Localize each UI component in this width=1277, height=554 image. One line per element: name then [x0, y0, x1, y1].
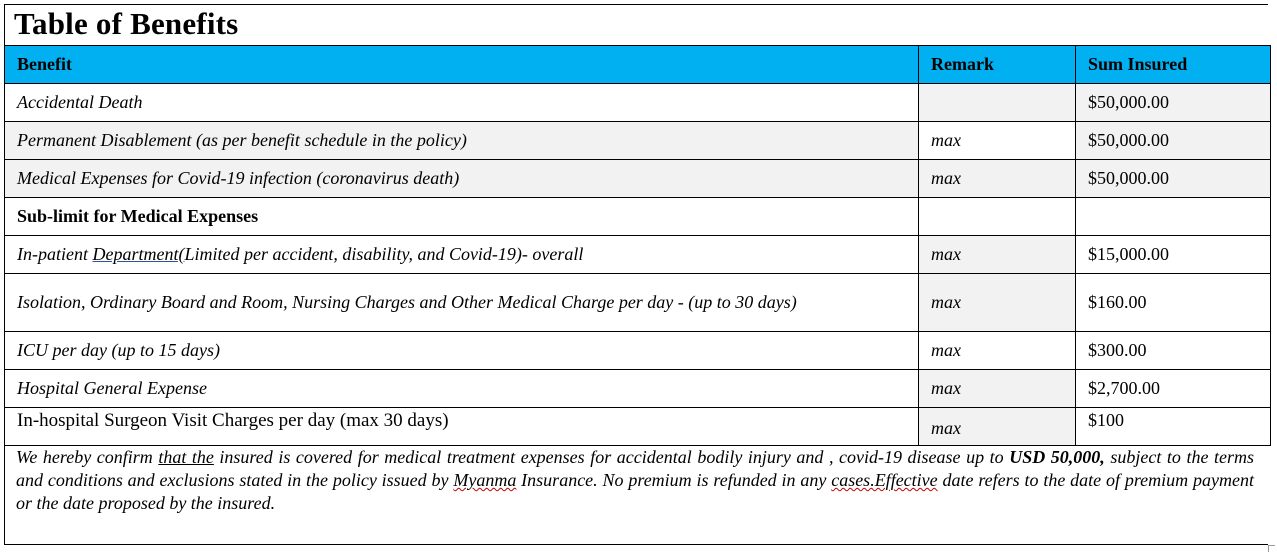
sum-cell: $50,000.00 — [1076, 160, 1271, 198]
note-text: We hereby confirm — [16, 447, 159, 467]
note-amount: USD 50,000, — [1009, 447, 1105, 467]
sum-cell: $50,000.00 — [1076, 122, 1271, 160]
sum-cell: $100 — [1076, 408, 1271, 446]
table-row — [5, 370, 1271, 408]
table-row — [5, 236, 1271, 274]
table-row — [5, 408, 1271, 446]
remark-cell — [919, 84, 1076, 122]
remark-cell: max — [919, 408, 1076, 446]
remark-cell: max — [919, 370, 1076, 408]
remark-cell: max — [919, 236, 1076, 274]
note-text: insured is covered for medical treatment expenses for accidental bodily injury and , covid-19 disease up to — [213, 447, 1010, 467]
section-heading: Sub-limit for Medical Expenses — [5, 198, 919, 236]
benefit-cell: Permanent Disablement (as per benefit schedule in the policy) — [5, 122, 919, 160]
benefit-cell: Isolation, Ordinary Board and Room, Nursing Charges and Other Medical Charge per day - (up to 30 days) — [5, 274, 919, 332]
sum-cell: $50,000.00 — [1076, 84, 1271, 122]
benefit-cell: Medical Expenses for Covid-19 infection (coronavirus death) — [5, 160, 919, 198]
table-row — [5, 122, 1271, 160]
note-underlined-text: that the — [158, 447, 214, 467]
note-text: date refers to the date of premium payment or the date proposed by the insured. — [16, 470, 1254, 513]
remark-cell: max — [919, 122, 1076, 160]
note-misspelled-text: cases.Effective — [831, 470, 938, 490]
benefit-cell: Accidental Death — [5, 84, 919, 122]
sum-cell — [1076, 198, 1271, 236]
benefit-text-pre: In-patient — [17, 244, 93, 264]
header-remark: Remark — [919, 46, 1076, 84]
department-link[interactable]: Department( — [92, 244, 185, 264]
table-header-row — [5, 46, 1271, 84]
note-text: subject to the terms and conditions and exclusions stated in the policy issued by — [16, 447, 1254, 490]
benefits-table — [4, 45, 1271, 446]
table-row — [5, 84, 1271, 122]
benefit-cell: In-hospital Surgeon Visit Charges per day (max 30 days) — [5, 408, 919, 446]
table-row — [5, 332, 1271, 370]
benefit-cell: Hospital General Expense — [5, 370, 919, 408]
sum-cell: $2,700.00 — [1076, 370, 1271, 408]
resize-handle[interactable] — [1268, 545, 1275, 552]
page-title: Table of Benefits — [14, 6, 239, 41]
benefit-text-post: Limited per accident, disability, and Covid-19)- overall — [184, 244, 584, 264]
table-row — [5, 274, 1271, 332]
note-text: Insurance. No premium is refunded in any — [516, 470, 832, 490]
note-company: Myanma — [453, 470, 517, 490]
table-row-section — [5, 198, 1271, 236]
sum-cell: $300.00 — [1076, 332, 1271, 370]
sum-cell: $15,000.00 — [1076, 236, 1271, 274]
benefit-cell: ICU per day (up to 15 days) — [5, 332, 919, 370]
remark-cell: max — [919, 274, 1076, 332]
benefit-cell — [5, 236, 919, 274]
confirmation-note — [16, 446, 1254, 515]
remark-cell — [919, 198, 1076, 236]
remark-cell: max — [919, 332, 1076, 370]
table-row — [5, 160, 1271, 198]
remark-cell: max — [919, 160, 1076, 198]
sum-cell: $160.00 — [1076, 274, 1271, 332]
header-sum-insured: Sum Insured — [1076, 46, 1271, 84]
header-benefit: Benefit — [5, 46, 919, 84]
